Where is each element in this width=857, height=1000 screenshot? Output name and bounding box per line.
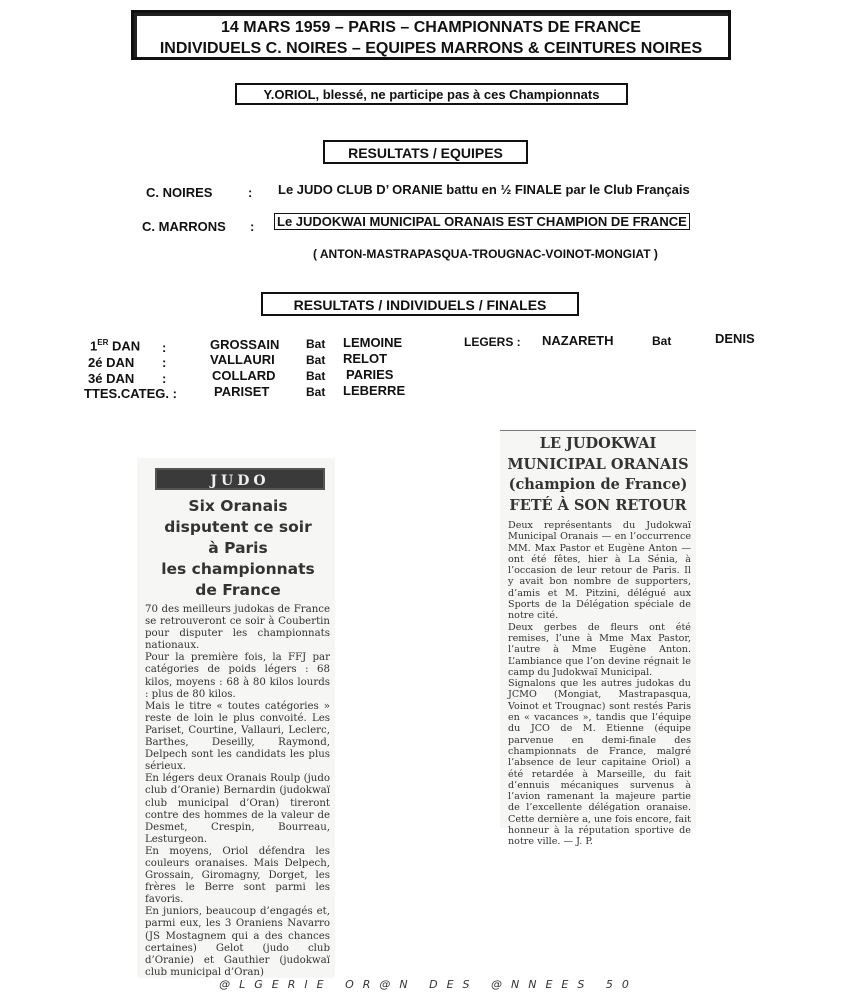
judo-banner: JUDO: [155, 468, 325, 490]
clipping1-body: 70 des meilleurs judokas de France se retrouveront ce soir à Coubertin pour disputer les championnats nationaux. Pour la première fois, la FFJ par catégories de poids légers : 68 kilos, moyens : 68 à 80 kilos lourds : plus de 80 kilos. Mais le titre « toutes catégories » reste de loin le plus convoité. Les Pariset, Courtine, Vallauri, Leclerc, Barthes, Deseilly, Raymond, Delpech sont les candidats les plus sérieux. En légers deux Oranais Roulp (judo club d’Oranie) Bernardin (judokwaï club municipal d’Oran) tireront contre des hommes de la valeur de Desmet, Crespin, Bourreau, Lesturgeon. En moyens, Oriol défendra les couleurs oranaises. Mais Delpech, Grossain, Giromagny, Dorget, les frères le Berre sont parmi les favoris. En juniors, beaucoup d’engagés et, parmi eux, les 3 Oraniens Navarro (JS Mostagnem qui a des chances certaines) Gelot (judo club d’Oranie) et Gauthier (judokwaï club municipal d’Oran): [145, 604, 330, 978]
newspaper-clipping-judo: [137, 458, 335, 978]
oriol-notice: Y.ORIOL, blessé, ne participe pas à ces Championnats: [235, 83, 628, 105]
row3-colon: :: [162, 371, 167, 386]
team-members: ( ANTON-MASTRAPASQUA-TROUGNAC-VOINOT-MONGIAT ): [313, 247, 658, 261]
cat-rest: DAN: [108, 338, 141, 354]
noires-label: C. NOIRES: [146, 185, 213, 200]
row1-colon: :: [162, 340, 167, 355]
row2-colon: :: [162, 355, 167, 370]
cat-3e-dan: 3é DAN: [88, 371, 135, 386]
legers-label: LEGERS :: [464, 335, 521, 349]
row1-loser: LEMOINE: [343, 335, 403, 350]
row2-bat: Bat: [306, 353, 326, 367]
marrons-result: Le JUDOKWAI MUNICIPAL ORANAIS EST CHAMPION DE FRANCE: [274, 213, 690, 230]
row2-loser: RELOT: [343, 351, 388, 366]
footer-watermark: @LGERIE OR@N DES @NNEES 50: [219, 978, 638, 991]
row4-bat: Bat: [306, 385, 326, 399]
cat-main: 1: [90, 338, 98, 354]
noires-colon: :: [248, 185, 253, 200]
page-title-box: [131, 10, 731, 60]
equipes-section-title: RESULTATS / EQUIPES: [323, 140, 528, 164]
page-title-line2: INDIVIDUELS C. NOIRES – EQUIPES MARRONS & CEINTURES NOIRES: [159, 40, 703, 57]
row1-winner: GROSSAIN: [210, 337, 280, 352]
noires-result: Le JUDO CLUB D’ ORANIE battu en ½ FINALE par le Club Français: [278, 182, 690, 197]
row3-loser: PARIES: [346, 367, 394, 382]
clipping1-headline: Six Oranais disputent ce soir à Paris les championnats de France: [161, 497, 315, 599]
cat-2e-dan: 2é DAN: [88, 355, 135, 370]
row4-loser: LEBERRE: [343, 383, 406, 398]
legers-winner: NAZARETH: [542, 333, 614, 348]
newspaper-clipping-judokwai: [500, 430, 696, 848]
cat-ttes-categ: TTES.CATEG. :: [84, 386, 177, 401]
row4-winner: PARISET: [214, 384, 270, 399]
clipping2-headline: LE JUDOKWAI MUNICIPAL ORANAIS (champion de France) FETÉ À SON RETOUR: [507, 435, 689, 514]
clipping2-rule: [500, 430, 696, 431]
clipping2-body: Deux représentants du Judokwaï Municipal Oranais — en l’occurrence MM. Max Pastor et Eugène Anton — ont été fêtes, hier à La Sénia, à l’occasion de leur retour de Paris. Il y avait bon nombre de supporters, d’amis et M. Pitzini, délégué aux Sports de la Délégation spéciale de notre cité. Deux gerbes de fleurs ont été remises, l’une à Mme Max Pastor, l’autre à Mme Eugène Anton. L’ambiance que l’on devine régnait le camp du Judokwaï Municipal. Signalons que les autres judokas du JCMO (Mongiat, Mastrapasqua, Voinot et Trougnac) sont restés Paris en « vacances », tandis que l’équipe du JCO de M. Etienne (équipe parvenue en demi-finale des championnats de France, malgré l’absence de leur capitaine Oriol) a été retardée à Marseille, du fait d’ennuis mécaniques survenus à l’avion ramenant la majeure partie de l’excellente délégation oranaise. Cette dernière a, une fois encore, fait honneur à la réputation sportive de notre ville. — J. P.: [508, 520, 691, 848]
cat-1er-dan: [90, 338, 140, 353]
page-title-line1: 14 MARS 1959 – PARIS – CHAMPIONNATS DE FRANCE: [221, 19, 641, 36]
row3-winner: COLLARD: [212, 368, 276, 383]
legers-loser: DENIS: [715, 331, 755, 346]
finales-section-title: RESULTATS / INDIVIDUELS / FINALES: [261, 292, 579, 316]
row2-winner: VALLAURI: [210, 352, 275, 367]
cat-sup: ER: [97, 338, 109, 347]
marrons-label: C. MARRONS: [142, 219, 226, 234]
row3-bat: Bat: [306, 369, 326, 383]
legers-bat: Bat: [652, 334, 672, 348]
row1-bat: Bat: [306, 337, 326, 351]
marrons-colon: :: [250, 219, 255, 234]
